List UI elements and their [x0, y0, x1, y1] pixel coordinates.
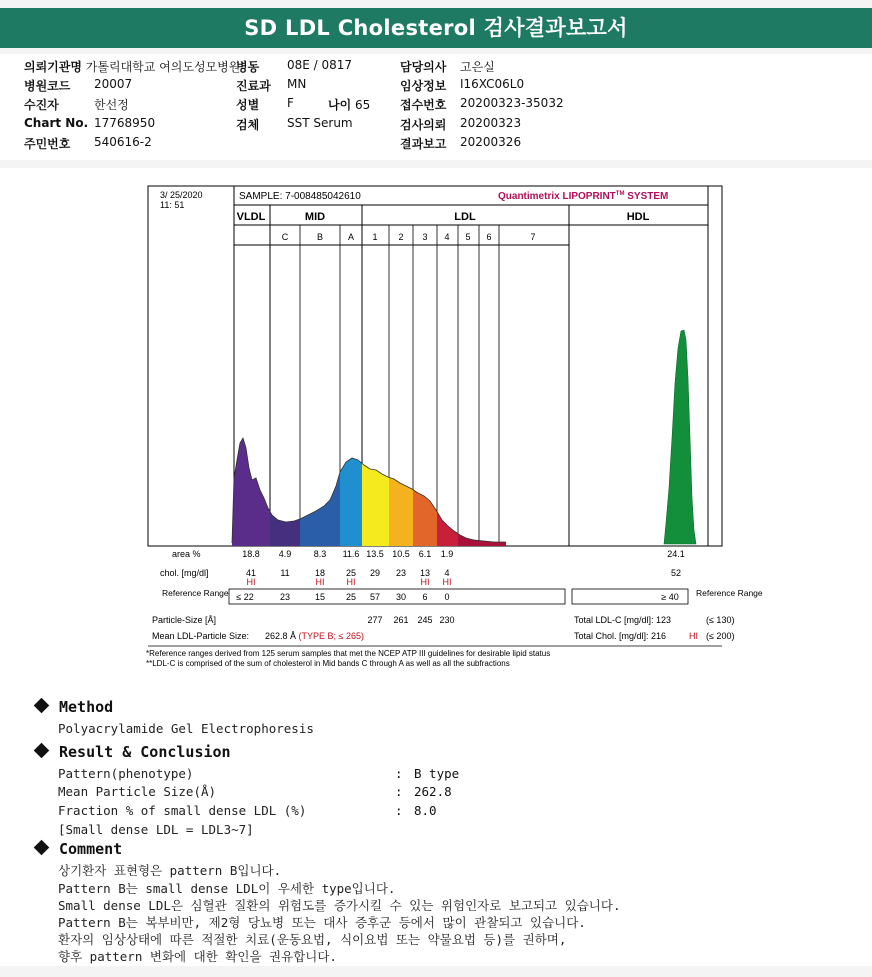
subband-1: 1	[372, 232, 378, 242]
label-doctor: 담당의사	[400, 60, 447, 74]
table-values	[236, 549, 453, 602]
report-time: 11: 51	[160, 200, 185, 210]
hi-flag: HI	[346, 577, 356, 587]
chol-value: 25	[345, 568, 357, 578]
result-colon: :	[395, 766, 403, 781]
result-heading: Result & Conclusion	[34, 743, 231, 761]
label-receipt-no: 접수번호	[400, 98, 447, 112]
label-clinical-info: 임상정보	[400, 79, 447, 93]
ref-value: 23	[279, 592, 291, 602]
area-value: 10.5	[392, 549, 410, 559]
subband-4: 4	[444, 232, 450, 242]
comment-line: Pattern B는 small dense LDL이 우세한 type입니다.	[58, 881, 396, 896]
patient-info	[0, 54, 872, 160]
comment-line: Small dense LDL은 심혈관 질환의 위험도를 증가시킬 수 있는 위험인자로 보고되고 있습니다.	[58, 898, 621, 913]
sample-id: SAMPLE: 7-008485042610	[239, 191, 361, 202]
value-chart-no: 17768950	[94, 116, 156, 130]
value-hospital-code: 20007	[94, 77, 133, 91]
value-clinical-info: I16XC06L0	[460, 77, 525, 91]
lipoprint-figure	[0, 168, 872, 688]
result-value-pattern: B type	[414, 766, 460, 781]
band-hdl: HDL	[626, 211, 650, 223]
lipoprint-report	[0, 168, 872, 688]
footnote-1: *Reference ranges derived from 125 serum samples that met the NCEP ATP III guidelines for desirable lipid status	[146, 649, 551, 658]
fill-ldl-2	[389, 368, 413, 546]
label-hospital-code: 병원코드	[24, 79, 71, 93]
row-label-area: area %	[172, 549, 201, 559]
band-ldl: LDL	[454, 211, 476, 223]
chol-value: 29	[369, 568, 381, 578]
label-sex: 성별	[236, 98, 260, 112]
hi-flag: HI	[442, 577, 452, 587]
subband-2: 2	[398, 232, 404, 242]
ref-value: 30	[395, 592, 407, 602]
value-doctor: 고은실	[460, 60, 495, 74]
fill-mid-b	[300, 368, 340, 546]
size-ldl-1: 277	[367, 615, 383, 625]
subband-3: 3	[422, 232, 428, 242]
result-colon: :	[395, 803, 403, 818]
ref-value: 57	[369, 592, 381, 602]
hi-flag: HI	[315, 577, 325, 587]
area-value: 8.3	[313, 549, 327, 559]
band-vldl: VLDL	[236, 211, 266, 223]
row-label-mean: Mean LDL-Particle Size:	[152, 631, 250, 641]
hi-flag: HI	[246, 577, 256, 587]
area-value: 6.1	[418, 549, 432, 559]
diamond-bullet-icon	[34, 698, 50, 714]
ref-value: 15	[314, 592, 326, 602]
total-chol-hi: HI	[689, 631, 698, 641]
value-resident-no: 540616-2	[94, 135, 152, 149]
label-report-date: 결과보고	[400, 137, 447, 151]
result-colon: :	[395, 784, 403, 799]
value-ward: 08E / 0817	[287, 58, 353, 72]
chol-value: 13	[419, 568, 431, 578]
value-age: 65	[355, 98, 371, 112]
result-value-size: 262.8	[414, 784, 452, 799]
comment-heading: Comment	[34, 840, 122, 858]
fill-mid-c	[270, 368, 300, 546]
fill-ldl-1	[362, 368, 389, 546]
row-label-chol: chol. [mg/dl]	[160, 568, 209, 578]
subband-a: A	[347, 232, 355, 242]
label-request-date: 검사의뢰	[400, 118, 447, 132]
subband-c: C	[281, 232, 289, 242]
chol-value: 41	[245, 568, 257, 578]
diamond-bullet-icon	[34, 743, 50, 759]
result-note: [Small dense LDL = LDL3~7]	[58, 822, 254, 837]
size-ldl-4: 230	[439, 615, 455, 625]
interpretation	[0, 688, 872, 966]
value-receipt-no: 20200323-35032	[460, 96, 564, 110]
fill-ldl-3	[413, 368, 437, 546]
comment-line: Pattern B는 복부비만, 제2형 당뇨병 또는 대사 증후군 등에서 많이 관찰되고 있습니다.	[58, 915, 586, 930]
comment-line: 상기환자 표현형은 pattern B입니다.	[58, 863, 282, 878]
chol-value: 23	[395, 568, 407, 578]
subband-b: B	[316, 232, 324, 242]
label-chart-no: Chart No.	[24, 116, 89, 130]
lipoprint-trace	[232, 368, 506, 546]
subband-5: 5	[465, 232, 471, 242]
subband-7: 7	[530, 232, 536, 242]
row-label-size: Particle-Size [Å]	[152, 615, 217, 625]
row-label-ref: Reference Range	[162, 588, 229, 598]
row-label-ref-right: Reference Range	[696, 588, 763, 598]
area-value: 13.5	[366, 549, 384, 559]
label-ward: 병동	[236, 60, 260, 74]
area-value: 11.6	[342, 549, 360, 559]
total-ldl-ref: (≤ 130)	[706, 615, 735, 625]
value-institution: 가톨릭대학교 여의도성모병원	[85, 60, 241, 74]
area-value: 1.9	[440, 549, 454, 559]
chol-value: 4	[444, 568, 450, 578]
label-resident-no: 주민번호	[24, 137, 71, 151]
result-value-fraction: 8.0	[414, 803, 437, 818]
total-chol-ref: (≤ 200)	[706, 631, 735, 641]
mean-size-value: 262.8 Å (TYPE B; ≤ 265)	[265, 631, 365, 641]
ref-value: 25	[345, 592, 357, 602]
hdl-area: 24.1	[667, 549, 685, 559]
label-institution: 의뢰기관명	[24, 60, 82, 74]
area-value: 4.9	[278, 549, 292, 559]
value-patient: 한선정	[94, 98, 129, 112]
diamond-bullet-icon	[34, 840, 50, 856]
label-department: 진료과	[236, 79, 271, 93]
size-ldl-2: 261	[393, 615, 409, 625]
total-ldl: Total LDL-C [mg/dl]: 123	[574, 615, 672, 625]
band-mid: MID	[304, 211, 326, 223]
comment-line: 향후 pattern 변화에 대한 확인을 권유합니다.	[58, 949, 337, 964]
size-ldl-3: 245	[417, 615, 433, 625]
subband-6: 6	[486, 232, 492, 242]
report-title: SD LDL Cholesterol 검사결과보고서	[0, 8, 872, 48]
report-date: 3/ 25/2020	[160, 190, 203, 200]
value-request-date: 20200323	[460, 116, 522, 130]
value-specimen: SST Serum	[287, 116, 353, 130]
fill-mid-a	[340, 368, 362, 546]
chol-value: 11	[280, 568, 290, 578]
value-report-date: 20200326	[460, 135, 522, 149]
chol-value: 18	[314, 568, 326, 578]
ref-value: 0	[444, 592, 450, 602]
label-patient: 수진자	[24, 98, 59, 112]
result-label-fraction: Fraction % of small dense LDL (%)	[58, 803, 307, 818]
footnote-2: **LDL-C is comprised of the sum of cholesterol in Mid bands C through A as well as all the subfractions	[146, 659, 510, 668]
value-sex: F	[287, 96, 294, 110]
label-specimen: 검체	[236, 118, 260, 132]
result-label-size: Mean Particle Size(Å)	[58, 784, 217, 799]
hdl-ref: ≥ 40	[661, 592, 679, 602]
method-heading: Method	[34, 698, 113, 716]
hdl-chol: 52	[670, 568, 682, 578]
method-text: Polyacrylamide Gel Electrophoresis	[58, 721, 314, 736]
ref-value: 6	[422, 592, 428, 602]
fill-ldl-4	[437, 368, 458, 546]
hi-flag: HI	[420, 577, 430, 587]
area-value: 18.8	[242, 549, 260, 559]
total-chol: Total Chol. [mg/dl]: 216	[574, 631, 667, 641]
label-age: 나이	[328, 98, 352, 112]
result-label-pattern: Pattern(phenotype)	[58, 766, 194, 781]
brand-label: Quantimetrix LIPOPRINT™ SYSTEM	[498, 191, 669, 202]
ref-value: ≤ 22	[236, 592, 254, 602]
comment-line: 환자의 임상상태에 따른 적절한 치료(운동요법, 식이요법 또는 약물요법 등)를 권하며,	[58, 932, 567, 947]
hdl-peak	[664, 330, 696, 544]
value-department: MN	[287, 77, 307, 91]
